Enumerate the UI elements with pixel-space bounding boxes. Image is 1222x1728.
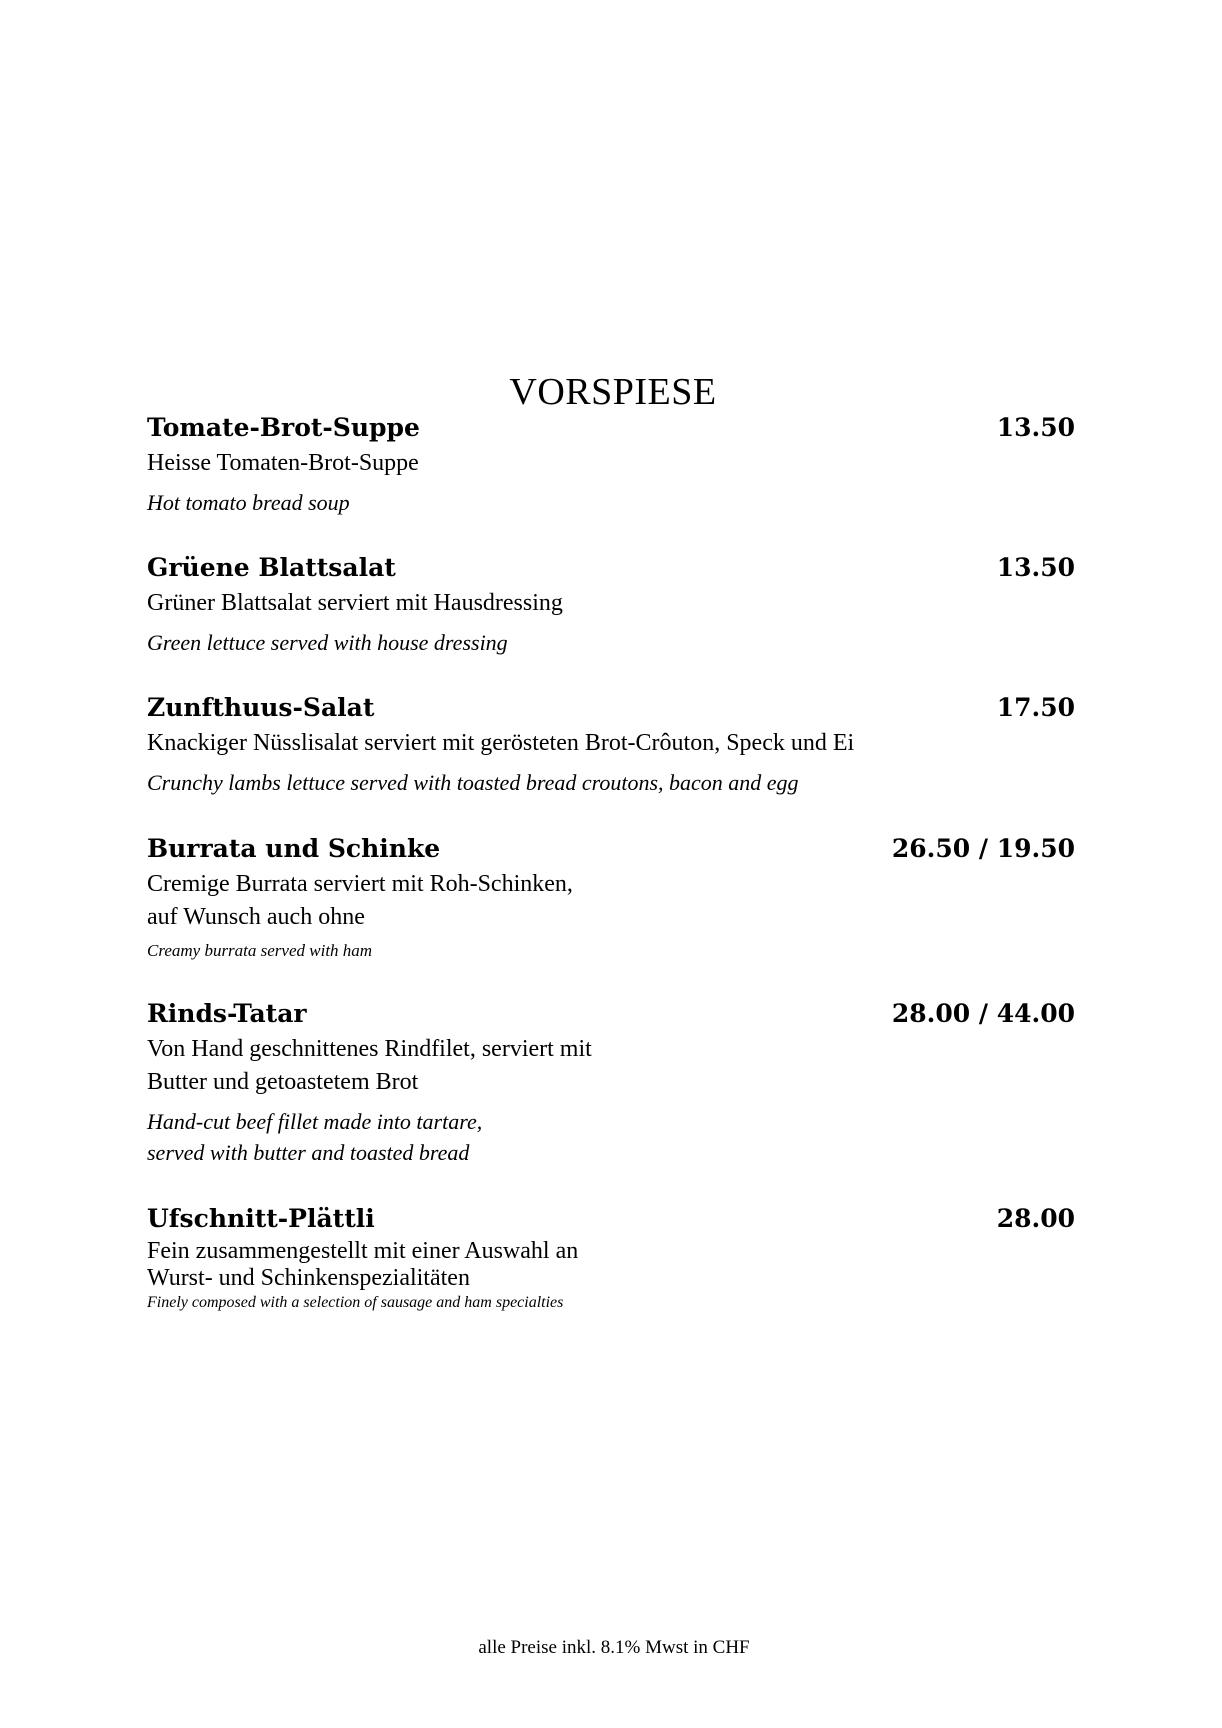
menu-item-name: Burrata und Schinke <box>147 834 441 863</box>
menu-item-description: Knackiger Nüsslisalat serviert mit gerösteten Brot-Crôuton, Speck und Ei <box>147 730 855 756</box>
menu-item-name: Ufschnitt-Plättli <box>147 1204 375 1233</box>
menu-item <box>147 999 1075 1168</box>
menu-item-english: Crunchy lambs lettuce served with toasted bread croutons, bacon and egg <box>147 770 799 795</box>
menu-item-description: Grüner Blattsalat serviert mit Hausdressing <box>147 590 563 616</box>
menu-item-english: Creamy burrata served with ham <box>147 941 373 960</box>
menu-item <box>147 413 1075 518</box>
menu-item-price: 28.00 <box>996 1204 1075 1233</box>
menu-item-description: Von Hand geschnittenes Rindfilet, serviert mit Butter und getoastetem Brot <box>147 1036 592 1095</box>
menu-item <box>147 693 1075 798</box>
menu-item <box>147 1204 1075 1314</box>
menu-item-name: Grüene Blattsalat <box>147 553 396 582</box>
menu-item-english: Green lettuce served with house dressing <box>147 630 508 655</box>
menu-item <box>147 834 1075 963</box>
menu-item-name: Rinds-Tatar <box>147 999 307 1028</box>
price-footnote: alle Preise inkl. 8.1% Mwst in CHF <box>478 1637 750 1658</box>
menu-item-price: 28.00 / 44.00 <box>891 999 1075 1028</box>
menu-item-price: 17.50 <box>996 693 1075 722</box>
section-title: VORSPIESE <box>509 371 717 413</box>
menu-item-description: Heisse Tomaten-Brot-Suppe <box>147 450 419 476</box>
menu-item-description: Cremige Burrata serviert mit Roh-Schinken, auf Wunsch auch ohne <box>147 871 573 930</box>
menu-item-english: Hot tomato bread soup <box>147 490 350 515</box>
menu-item-name: Zunfthuus-Salat <box>147 693 375 722</box>
menu-item-price: 13.50 <box>996 553 1075 582</box>
menu-item-name: Tomate-Brot-Suppe <box>147 413 420 442</box>
menu-item-description: Fein zusammengestellt mit einer Auswahl an Wurst- und Schinkenspezialitäten <box>147 1238 579 1291</box>
menu-item-english: Finely composed with a selection of sausage and ham specialties <box>147 1294 564 1311</box>
menu-item-price: 13.50 <box>996 413 1075 442</box>
menu-item-english: Hand-cut beef fillet made into tartare, served with butter and toasted bread <box>147 1109 483 1165</box>
menu-item-price: 26.50 / 19.50 <box>891 834 1075 863</box>
menu-item <box>147 553 1075 658</box>
